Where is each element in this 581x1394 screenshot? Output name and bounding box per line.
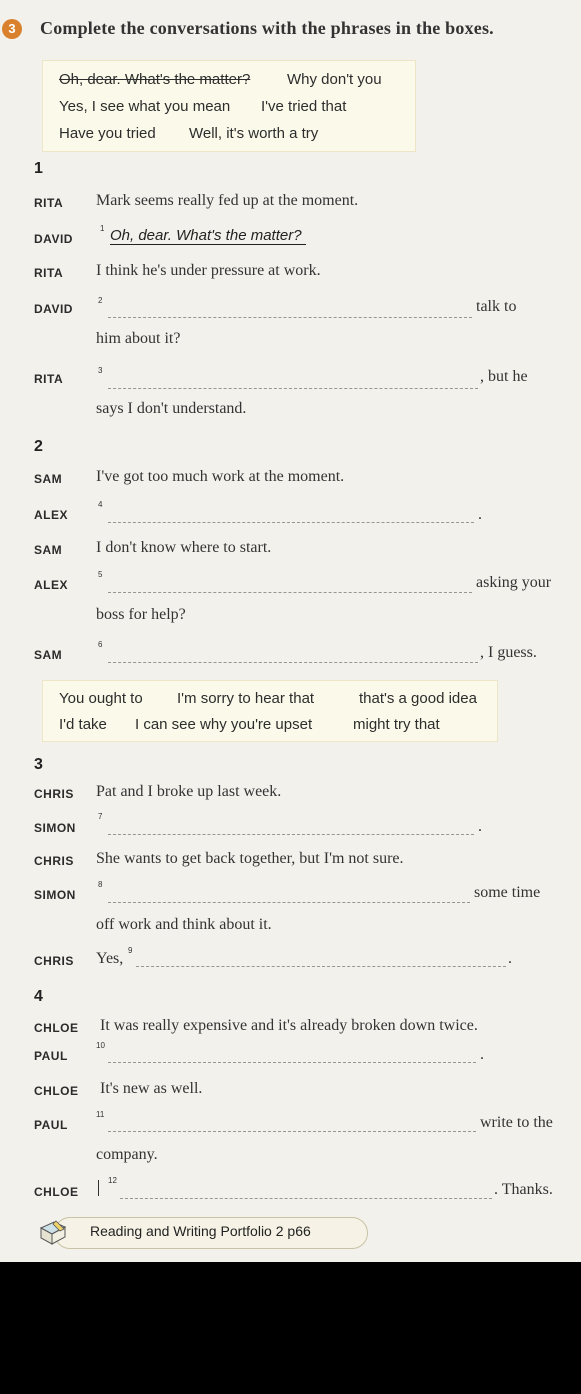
speaker-label: SAM [34, 648, 63, 662]
dialogue-line: Yes, [96, 950, 124, 967]
gap-number: 10 [96, 1041, 105, 1050]
dialogue-continuation: write to the [480, 1114, 553, 1131]
answer-blank-2[interactable] [108, 317, 472, 318]
dialogue-line: I've got too much work at the moment. [96, 468, 345, 485]
phrase-box-1 [42, 60, 416, 152]
phrase: Have you tried [59, 125, 156, 142]
section-number: 4 [34, 988, 43, 1005]
phrase: You ought to [59, 690, 143, 707]
gap-number: 6 [98, 640, 103, 649]
phrase: Oh, dear. What's the matter? [59, 71, 251, 88]
dialogue-line: I don't know where to start. [96, 539, 272, 556]
gap-number: 8 [98, 880, 103, 889]
speaker-label: DAVID [34, 232, 73, 246]
gap-number: 2 [98, 296, 103, 305]
answer-blank-9[interactable] [136, 966, 506, 967]
speaker-label: SAM [34, 472, 63, 486]
dialogue-continuation: . Thanks. [494, 1181, 553, 1198]
speaker-label: SIMON [34, 821, 76, 835]
speaker-label: RITA [34, 372, 64, 386]
dialogue-line: It was really expensive and it's already broken down twice. [100, 1017, 478, 1034]
dialogue-continuation: asking your [476, 574, 552, 591]
dialogue-line: him about it? [96, 330, 181, 347]
dialogue-line: company. [96, 1146, 158, 1163]
dialogue-continuation: , I guess. [480, 644, 537, 661]
phrase: I'm sorry to hear that [177, 690, 315, 707]
gap-number: 4 [98, 500, 103, 509]
answer-blank-5[interactable] [108, 592, 472, 593]
answer-blank-11[interactable] [108, 1131, 476, 1132]
gap-number: 1 [100, 224, 105, 233]
reference-text: Reading and Writing Portfolio 2 p66 [90, 1223, 311, 1239]
dialogue-continuation: talk to [476, 298, 517, 315]
dialogue-continuation: . [480, 1046, 484, 1063]
task-number-badge: 3 [2, 19, 22, 39]
phrase-box-2 [42, 680, 498, 742]
answer-blank-4[interactable] [108, 522, 474, 523]
text-cursor [98, 1180, 99, 1196]
speaker-label: ALEX [34, 578, 69, 592]
section-number: 3 [34, 756, 43, 773]
dialogue-continuation: some time [474, 884, 541, 901]
phrase: might try that [353, 716, 440, 733]
speaker-label: SIMON [34, 888, 76, 902]
speaker-label: RITA [34, 266, 64, 280]
speaker-label: DAVID [34, 302, 73, 316]
phrase: Yes, I see what you mean [59, 98, 231, 115]
speaker-label: CHRIS [34, 787, 74, 801]
phrase: I can see why you're upset [135, 716, 313, 733]
gap-number: 3 [98, 366, 103, 375]
gap-number: 7 [98, 812, 103, 821]
dialogue-line: She wants to get back together, but I'm not sure. [96, 850, 404, 867]
answer-blank-8[interactable] [108, 902, 470, 903]
book-pencil-icon [38, 1219, 68, 1247]
phrase: I've tried that [261, 98, 347, 115]
speaker-label: RITA [34, 196, 64, 210]
dialogue-continuation: . [508, 950, 512, 967]
dialogue-line: off work and think about it. [96, 916, 272, 933]
speaker-label: PAUL [34, 1049, 68, 1063]
speaker-label: CHLOE [34, 1084, 79, 1098]
answer-blank-10[interactable] [108, 1062, 476, 1063]
answer-blank-7[interactable] [108, 834, 474, 835]
section-number: 1 [34, 160, 43, 177]
speaker-label: CHLOE [34, 1021, 79, 1035]
portfolio-reference [38, 1217, 368, 1249]
dialogue-line: Pat and I broke up last week. [96, 783, 282, 800]
example-answer: Oh, dear. What's the matter? [110, 227, 306, 245]
dialogue-line: boss for help? [96, 606, 186, 623]
answer-blank-3[interactable] [108, 388, 478, 389]
dialogue-continuation: . [478, 506, 482, 523]
answer-blank-12[interactable] [120, 1198, 492, 1199]
dialogue-line: Mark seems really fed up at the moment. [96, 192, 359, 209]
gap-number: 5 [98, 570, 103, 579]
section-number: 2 [34, 438, 43, 455]
speaker-label: SAM [34, 543, 63, 557]
task-instruction: Complete the conversations with the phrases in the boxes. [40, 18, 494, 38]
dialogue-continuation: , but he [480, 368, 528, 385]
speaker-label: PAUL [34, 1118, 68, 1132]
dialogue-line: I think he's under pressure at work. [96, 262, 321, 279]
phrase: Well, it's worth a try [189, 125, 319, 142]
phrase: I'd take [59, 716, 107, 733]
speaker-label: ALEX [34, 508, 69, 522]
gap-number: 12 [108, 1176, 117, 1185]
black-footer [0, 1262, 581, 1394]
speaker-label: CHLOE [34, 1185, 79, 1199]
speaker-label: CHRIS [34, 854, 74, 868]
phrase: Why don't you [287, 71, 382, 88]
gap-number: 9 [128, 946, 133, 955]
dialogue-line: It's new as well. [100, 1080, 203, 1097]
gap-number: 11 [96, 1110, 105, 1119]
phrase: that's a good idea [359, 690, 477, 707]
dialogue-line: says I don't understand. [96, 400, 247, 417]
speaker-label: CHRIS [34, 954, 74, 968]
answer-blank-6[interactable] [108, 662, 478, 663]
dialogue-continuation: . [478, 818, 482, 835]
